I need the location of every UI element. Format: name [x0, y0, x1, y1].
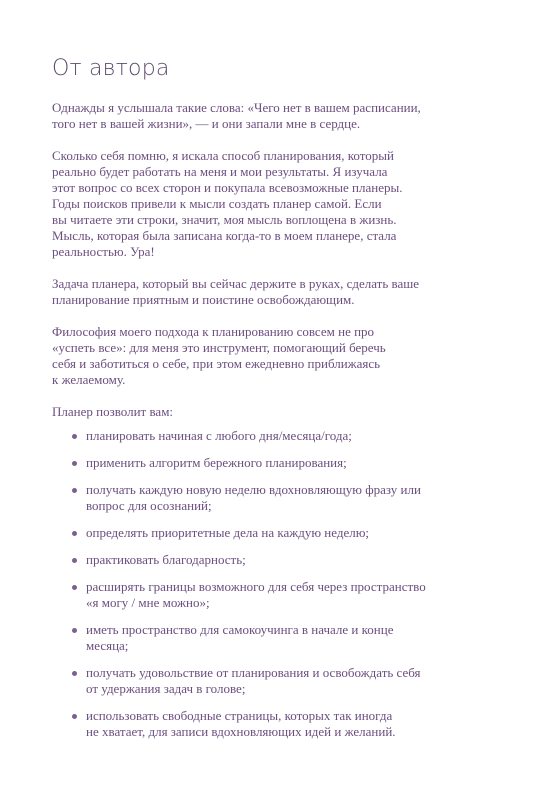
list-item-text: планировать начиная с любого дня/месяца/года; [86, 428, 352, 443]
page-title: От автора [52, 56, 170, 81]
benefits-list [52, 428, 487, 740]
list-item [72, 665, 487, 697]
bullet-icon [72, 585, 77, 590]
bullet-icon [72, 434, 77, 439]
bullet-icon [72, 558, 77, 563]
paragraph-quote: Однажды я услышала такие слова: «Чего нет в вашем расписании, того нет в вашей жизни», — и они запали мне в сердце. [52, 100, 421, 131]
list-item-text: получать удовольствие от планирования и освобождать себя от удержания задач в голове; [86, 665, 421, 696]
paragraph-story: Сколько себя помню, я искала способ планирования, который реально будет работать на меня и мои результаты. Я изучала этот вопрос со всех сторон и покупала всевозможные планеры. Годы поисков привели к мысли создать планер самой. Если вы читаете эти строки, значит, моя мысль воплощена в жизнь. Мысль, которая была записана когда-то в моем планере, стала реальностью. Ура! [52, 148, 403, 259]
paragraph-purpose: Задача планера, который вы сейчас держите в руках, сделать ваше планирование приятным и поистине освобождающим. [52, 276, 420, 307]
list-item [72, 482, 487, 514]
list-item [72, 428, 487, 444]
list-item-text: определять приоритетные дела на каждую неделю; [86, 525, 370, 540]
page-content [52, 100, 487, 751]
list-item [72, 579, 487, 611]
list-item [72, 552, 487, 568]
list-item-text: получать каждую новую неделю вдохновляющую фразу или вопрос для осознаний; [86, 482, 421, 513]
list-item-text: иметь пространство для самокоучинга в начале и конце месяца; [86, 622, 394, 653]
list-item [72, 455, 487, 471]
paragraph-philosophy: Философия моего подхода к планированию совсем не про «успеть все»: для меня это инструмент, помогающий беречь себя и заботиться о себе, при этом ежедневно приближаясь к желаемому. [52, 324, 386, 387]
paragraph-list-intro: Планер позволит вам: [52, 404, 174, 419]
bullet-icon [72, 461, 77, 466]
bullet-icon [72, 488, 77, 493]
bullet-icon [72, 628, 77, 633]
bullet-icon [72, 714, 77, 719]
bullet-icon [72, 671, 77, 676]
list-item [72, 525, 487, 541]
list-item [72, 622, 487, 654]
list-item-text: использовать свободные страницы, которых так иногда не хватает, для записи вдохновляющих идей и желаний. [86, 708, 396, 739]
bullet-icon [72, 531, 77, 536]
list-item-text: практиковать благодарность; [86, 552, 246, 567]
list-item [72, 708, 487, 740]
list-item-text: расширять границы возможного для себя через пространство «я могу / мне можно»; [86, 579, 426, 610]
list-item-text: применить алгоритм бережного планирования; [86, 455, 347, 470]
